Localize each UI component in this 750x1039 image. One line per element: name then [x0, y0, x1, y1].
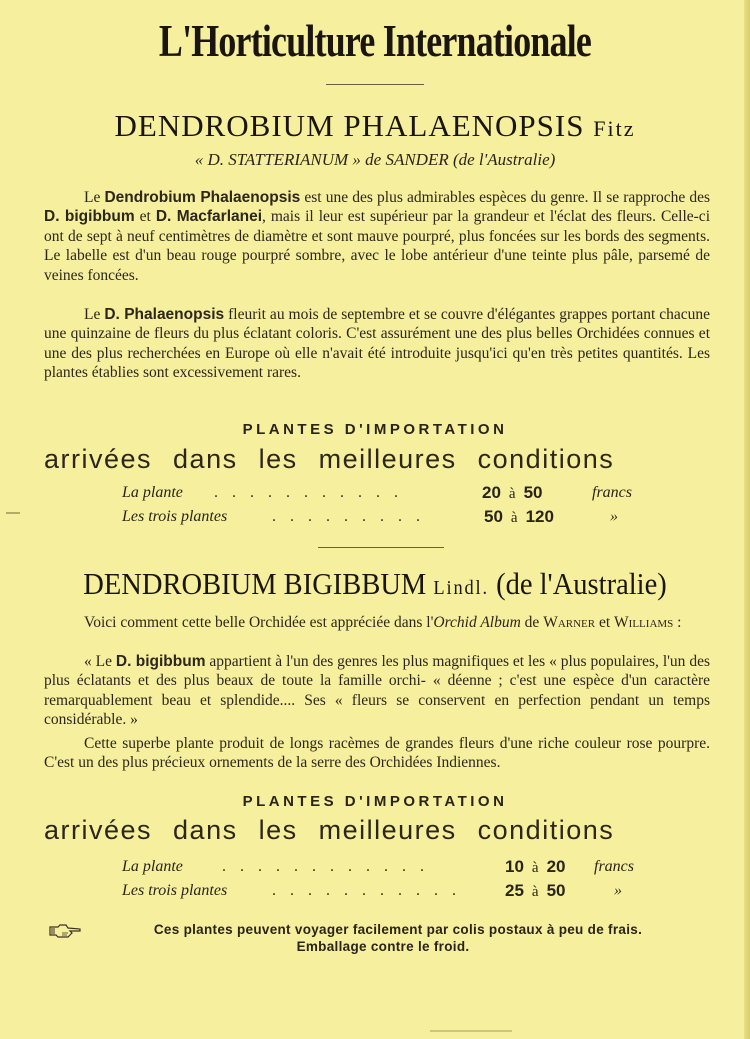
- price-to: 20: [546, 857, 566, 876]
- text-run: fleurit au mois de septembre et se couvre d'élégantes grappes portant chacune une quinzaine de fleurs du plus éclatant coloris. C'est assurément une des plus belles Orchidées connues et une des plus recherchées en Europe où elle n'avait été introduite jusqu'ici qu'en très petites quantités. Les plantes établies sont excessivement rares.: [44, 306, 710, 382]
- price-to: 50: [523, 483, 543, 502]
- price-from: 25: [505, 881, 524, 900]
- section2-quote: [44, 652, 710, 730]
- bottom-mark: [430, 1030, 512, 1032]
- species-name: Dendrobium Phalaenopsis: [104, 189, 301, 206]
- price-to: 120: [525, 507, 554, 526]
- section1-paragraph1: [44, 188, 710, 285]
- price-unit: »: [610, 508, 618, 525]
- price-range: [505, 857, 566, 877]
- price-range: [505, 881, 566, 901]
- species-name: D. bigibbum: [115, 653, 206, 670]
- section1-arrivees: arrivées dans les meilleures conditions: [44, 444, 615, 474]
- price-row: [122, 882, 682, 904]
- section1-subtitle: « D. STATTERIANUM » de SANDER (de l'Australie): [194, 150, 556, 169]
- price-a: à: [510, 510, 518, 526]
- price-unit: francs: [592, 484, 632, 501]
- footer-note: [48, 921, 718, 955]
- section1-paragraph2: [44, 305, 710, 383]
- price-label: Les trois plantes: [122, 508, 228, 525]
- text-run: et: [134, 208, 156, 226]
- text-run: de: [520, 614, 544, 631]
- text-run: Voici comment cette belle Orchidée est appréciée dans l': [84, 614, 434, 631]
- price-a: à: [531, 860, 539, 876]
- divider: [318, 547, 444, 548]
- section1-title-main: DENDROBIUM PHALAENOPSIS: [114, 108, 585, 143]
- price-unit: francs: [594, 858, 634, 875]
- footer-line1: Ces plantes peuvent voyager facilement par colis postaux à peu de frais.: [153, 922, 643, 937]
- section2-paragraph1: [44, 613, 710, 632]
- section2-import-heading: PLANTES D'IMPORTATION: [242, 793, 508, 810]
- price-a: à: [508, 486, 516, 502]
- text-run: appartient à l'un des genres les plus magnifiques et les « plus populaires, l'un des plus éclatants et des plus beaux de toute la famille orchi- « déenne ; c'est une espèce d'un caractère remarquablement beau et splendide.... Ses « fleurs se conservent en perfection pendant un temps considérable. »: [44, 653, 711, 729]
- price-leader: . . . . . . . . . . . .: [222, 858, 429, 875]
- price-range: [484, 507, 554, 527]
- price-to: 50: [546, 881, 566, 900]
- price-a: à: [531, 884, 539, 900]
- price-label: La plante: [122, 858, 183, 875]
- price-leader: . . . . . . . . .: [272, 508, 425, 525]
- price-label: Les trois plantes: [122, 882, 228, 899]
- text-run: « Le: [84, 653, 116, 670]
- price-row: [122, 508, 682, 530]
- section2-title-tail: (de l'Australie): [496, 566, 667, 601]
- section2-title: [30, 566, 720, 602]
- text-run: Le: [84, 306, 105, 323]
- price-range: [482, 483, 543, 503]
- section1-import-heading: PLANTES D'IMPORTATION: [242, 421, 508, 438]
- section1-title: [0, 108, 750, 144]
- price-from: 10: [505, 857, 524, 876]
- price-row: [122, 858, 682, 880]
- price-from: 20: [482, 483, 501, 502]
- book-title: Orchid Album: [433, 614, 521, 631]
- price-unit: »: [614, 882, 622, 899]
- masthead-title: L'Horticulture Internationale: [158, 15, 592, 66]
- footer-line2: Emballage contre le froid.: [296, 939, 470, 954]
- text-run: , mais il leur est supérieur par la grandeur et l'éclat des fleurs. Celle-ci ont de sept à neuf centimètres de diamètre et sont mauve pourpré, plus foncées sur les bords des segments. Le labelle est d'un beau rouge pourpré sombre, avec le lobe antérieur d'une teinte plus pâle, parsemé de veines foncées.: [44, 208, 710, 284]
- author-name: Williams: [614, 614, 674, 631]
- price-leader: . . . . . . . . . . .: [272, 882, 461, 899]
- price-leader: . . . . . . . . . . .: [214, 484, 403, 501]
- text-run: Le: [84, 189, 105, 206]
- margin-mark: [6, 512, 20, 514]
- text-run: est une des plus admirables espèces du genre. Il se rapproche des: [300, 189, 710, 206]
- text-run: et: [595, 614, 615, 631]
- divider: [326, 84, 424, 85]
- species-name: D. Phalaenopsis: [104, 306, 225, 323]
- section2-arrivees: arrivées dans les meilleures conditions: [44, 815, 615, 845]
- species-name: D. Macfarlanei: [155, 208, 263, 226]
- section1-title-author: Fitz: [593, 116, 636, 141]
- text-run: :: [673, 614, 682, 631]
- section2-paragraph2: Cette superbe plante produit de longs racèmes de grandes fleurs d'une riche couleur rose pourpre. C'est un des plus précieux ornements de la serre des Orchidées Indiennes.: [44, 735, 710, 772]
- price-row: [122, 484, 682, 506]
- price-from: 50: [484, 507, 503, 526]
- section2-title-main: DENDROBIUM BIGIBBUM: [83, 566, 427, 601]
- price-label: La plante: [122, 484, 183, 501]
- species-name: D. bigibbum: [44, 208, 135, 226]
- section2-title-author: Lindl.: [433, 577, 489, 599]
- author-name: Warner: [543, 614, 596, 631]
